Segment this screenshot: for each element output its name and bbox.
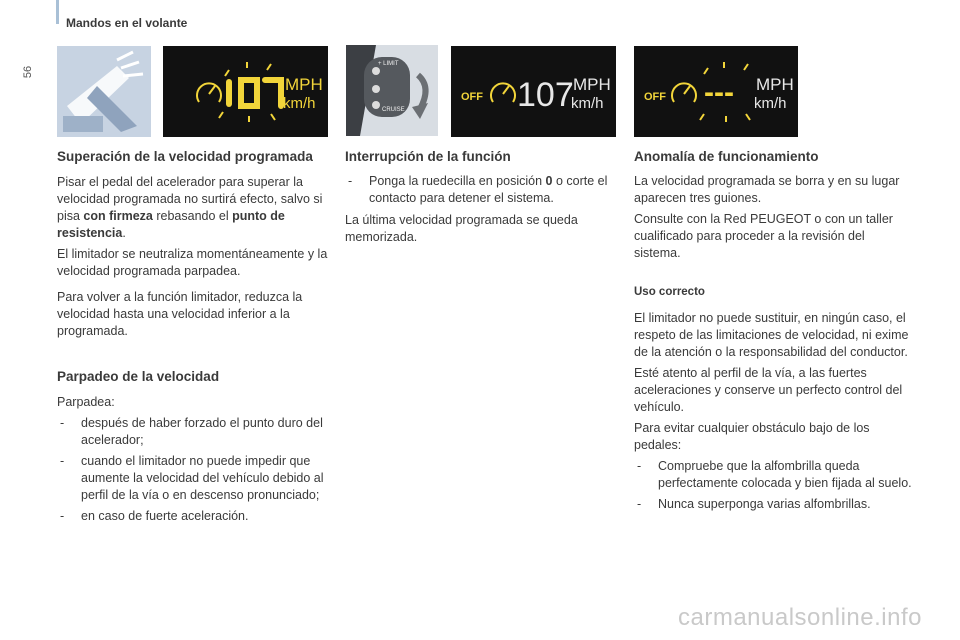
paragraph: La velocidad programada se borra y en su lugar aparecen tres guiones. (634, 174, 900, 205)
page-number: 56 (22, 65, 35, 79)
mph-label: MPH (573, 75, 611, 94)
paragraph: El limitador se neutraliza momentáneamente y la velocidad programada parpadea. (57, 247, 328, 278)
kmh-label: km/h (571, 95, 604, 112)
speed-display-dashes (634, 46, 798, 137)
paragraph: Consulte con la Red PEUGEOT o con un taller cualificado para proceder a la revisión del sistema. (634, 212, 893, 260)
paragraph: Parpadea: (57, 395, 115, 409)
section-title-malfunction: Anomalía de funcionamiento (634, 149, 819, 164)
column-overspeed (57, 149, 329, 525)
kmh-label: km/h (283, 95, 316, 112)
accent-bar (56, 0, 59, 24)
section-title-overspeed: Superación de la velocidad programada (57, 149, 313, 164)
mph-label: MPH (756, 75, 794, 94)
cruise-label: CRUISE (382, 107, 405, 113)
list-item: - Nunca superponga varias alfombrillas. (634, 496, 914, 513)
programmed-speed: 107 (517, 76, 574, 114)
section-title-interruption: Interrupción de la función (345, 149, 511, 164)
steering-wheel-controls-photo (346, 45, 438, 136)
list-item: - Compruebe que la alfombrilla queda perfectamente colocada y bien fijada al suelo. (634, 458, 914, 492)
list-item: - en caso de fuerte aceleración. (57, 508, 329, 525)
kmh-label: km/h (754, 95, 787, 112)
column-malfunction (634, 149, 914, 513)
section-title-flashing: Parpadeo de la velocidad (57, 369, 220, 384)
section-header: Mandos en el volante (66, 16, 188, 30)
list-item: - cuando el limitador no puede impedir que aumente la velocidad del vehículo debido al perfil de la vía o en descenso pronunciado; (57, 453, 329, 504)
paragraph: La última velocidad programada se queda memorizada. (345, 213, 578, 244)
paragraph: Esté atento al perfil de la vía, a las fuertes aceleraciones y conserve un perfecto control del vehículo. (634, 366, 903, 414)
paragraph: Para evitar cualquier obstáculo bajo de los pedales: (634, 421, 870, 452)
list-item: - después de haber forzado el punto duro del acelerador; (57, 415, 329, 449)
column-interruption (345, 149, 620, 246)
speed-display-off (451, 46, 616, 137)
paragraph: El limitador no puede sustituir, en ningún caso, el respeto de las limitaciones de velocidad, ni exime de la atención o la responsabilidad del conductor. (634, 311, 909, 359)
speed-display-flashing (163, 46, 328, 137)
off-label: OFF (644, 91, 666, 103)
subtitle-correct-use: Uso correcto (634, 286, 705, 298)
paragraph: Para volver a la función limitador, reduzca la velocidad hasta una velocidad inferior a la programada. (57, 290, 303, 338)
mph-label: MPH (285, 75, 323, 94)
watermark: carmanualsonline.info (678, 604, 922, 631)
dashes: --- (704, 76, 734, 109)
limit-label: + LIMIT (378, 61, 399, 67)
paragraph: Pisar el pedal del acelerador para superar la velocidad programada no surtirá efecto, salvo si pisa con firmeza rebasando el punto de resistencia. (57, 175, 323, 240)
list-item: - Ponga la ruedecilla en posición 0 o corte el contacto para detener el sistema. (345, 173, 620, 207)
accelerator-pedal-illustration (57, 46, 151, 137)
off-label: OFF (461, 91, 483, 103)
